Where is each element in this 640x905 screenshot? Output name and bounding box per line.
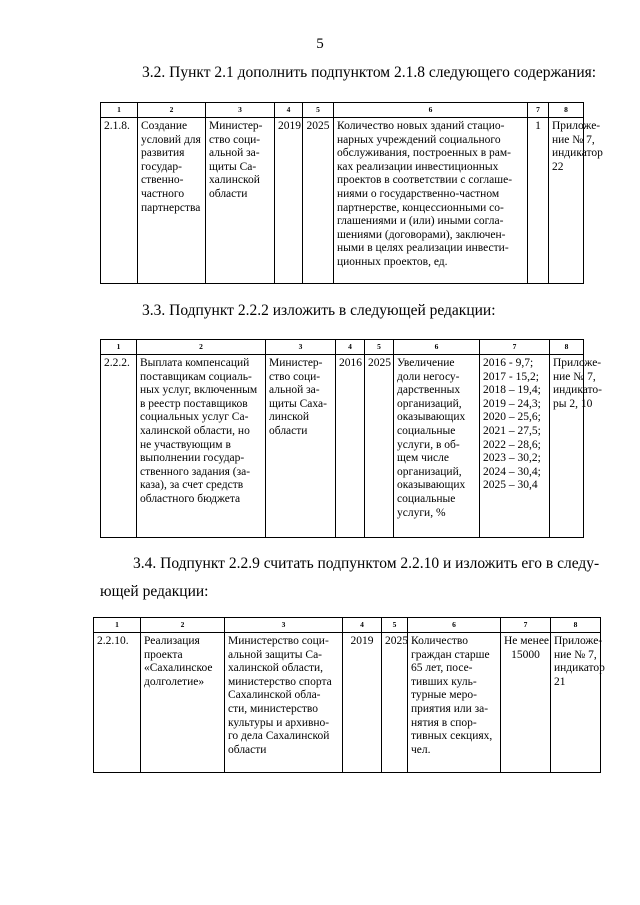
item-start-year [343,633,382,773]
table-header-row [101,103,584,118]
section-3-3-heading: 3.3. Подпункт 2.2.2 изложить в следующей редакции: [142,302,496,319]
cell-line: линской [269,411,310,424]
section-3-4-heading [100,550,605,606]
item-indicator [408,633,501,773]
cell-line: Сахалинской обла- [228,689,321,702]
item-reference [551,633,605,773]
cell-line: 2021 – 27,5; [483,424,541,437]
item-executor [206,118,275,284]
col-header: 6 [408,618,501,633]
cell-line: в реестр поставщиков [140,397,248,410]
cell-line: 2.1.8. [104,120,130,132]
cell-line: частного [141,187,185,200]
cell-line: Количество [411,635,468,647]
cell-line: области [209,187,248,200]
table-3-4 [93,617,605,773]
col-header: 5 [365,340,394,355]
cell-line: организаций, [397,465,462,478]
cell-line: ках реализации инвестиционных [337,160,499,173]
col-header: 8 [550,340,584,355]
item-indicator [334,118,528,284]
table-3-3 [100,339,602,538]
col-header: 2 [138,103,206,118]
cell-line: 2025 – 30,4 [483,479,538,492]
item-end-year [303,118,334,284]
cell-line: Министер- [209,120,263,132]
cell-line: государ- [141,160,182,173]
cell-line: 2025 [368,357,391,369]
cell-line: щем числе [397,452,449,465]
col-header: 4 [275,103,303,118]
heading-line: ющей редакции: [100,583,209,600]
item-end-year [365,355,394,538]
cell-line: ство соци- [209,133,261,146]
item-number [101,118,138,284]
cell-line: 2017 - 15,2; [483,370,539,383]
cell-line: министерство спорта [228,675,332,688]
cell-line: культуры и архивно- [228,716,330,729]
cell-line: индикатор [552,147,603,160]
col-header: 4 [343,618,382,633]
cell-line: ственно- [141,174,184,187]
table-row [101,355,584,538]
cell-line: ние № 7, [554,648,597,661]
cell-line: ство соци- [269,370,321,383]
cell-line: 2.2.2. [104,357,130,369]
cell-line: доли негосу- [397,370,460,383]
col-header: 4 [336,340,365,355]
cell-line: щиты Са- [209,160,257,173]
col-header: 1 [101,340,137,355]
cell-line: развития [141,147,185,160]
item-start-year [275,118,303,284]
col-header: 7 [480,340,550,355]
cell-line: ние № 7, [552,133,595,146]
cell-line: организаций, [397,397,462,410]
cell-line: 2019 [278,120,301,132]
cell-line: 2016 [339,357,362,369]
cell-line: ры 2, 10 [553,397,593,410]
col-header: 5 [382,618,408,633]
cell-line: услуги, в об- [397,438,460,451]
cell-line: Министерство соци- [228,635,329,647]
cell-line: партнерстве, концессионными со- [337,201,504,214]
cell-line: социальные [397,424,456,437]
cell-line: социальные [397,492,456,505]
cell-line: 2025 [385,635,408,647]
cell-line: не участвующим в [140,438,231,451]
cell-line: 65 лет, посе- [411,662,473,675]
cell-line: тивных секциях, [411,730,493,743]
cell-line: Количество новых зданий стацио- [337,120,505,132]
cell-line: оказывающих [397,411,466,424]
cell-line: социальных услуг Са- [140,411,249,424]
cell-line: сти, министерство [228,702,318,715]
col-header: 2 [137,340,266,355]
cell-line: 15000 [511,648,540,661]
table-row [101,118,584,284]
table-3-2 [100,102,603,284]
cell-line: Приложе- [552,120,601,132]
col-header: 3 [206,103,275,118]
item-start-year [336,355,365,538]
item-number [101,355,137,538]
table-header-row [101,340,584,355]
item-indicator [394,355,480,538]
cell-line: халинской области, но [140,424,250,437]
table-row [94,633,601,773]
cell-line: ственного задания (за- [140,465,251,478]
cell-line: обслуживания, построенных в рам- [337,147,512,160]
col-header: 8 [549,103,584,118]
cell-line: области [269,424,308,437]
item-executor [225,633,343,773]
cell-line: турные меро- [411,689,477,702]
cell-line: 2025 [306,120,330,132]
col-header: 8 [551,618,601,633]
cell-line: проектов в соответствии с соглаше- [337,174,513,187]
cell-line: проекта [144,648,183,661]
cell-line: Министер- [269,357,323,369]
col-header: 6 [334,103,528,118]
cell-line: глашениями и (или) иными согла- [337,215,504,228]
cell-line: нятия в спор- [411,716,477,729]
cell-line: ние № 7, [553,370,596,383]
cell-line: партнерства [141,201,201,214]
cell-line: Реализация [144,635,200,647]
item-name [137,355,266,538]
cell-line: 2023 – 30,2; [483,452,541,465]
cell-line: 2020 – 25,6; [483,411,541,424]
cell-line: 1 [535,120,541,132]
cell-line: го дела Сахалинской [228,730,330,743]
cell-line: 2016 - 9,7; [483,357,534,369]
cell-line: поставщикам социаль- [140,370,252,383]
col-header: 6 [394,340,480,355]
item-name [141,633,225,773]
cell-line: Приложе- [553,357,602,369]
cell-line: щиты Саха- [269,397,327,410]
item-end-year [382,633,408,773]
col-header: 7 [501,618,551,633]
cell-line: 2019 [350,635,374,647]
cell-line: альной за- [269,384,320,397]
cell-line: Увеличение [397,357,455,369]
cell-line: 2024 – 30,4; [483,465,541,478]
cell-line: альной защиты Са- [228,648,323,661]
col-header: 3 [266,340,336,355]
col-header: 2 [141,618,225,633]
cell-line: нарных учреждений социального [337,133,501,146]
col-header: 5 [303,103,334,118]
cell-line: ционных проектов, ед. [337,255,448,268]
col-header: 7 [528,103,549,118]
cell-line: альной за- [209,147,260,160]
cell-line: выполнении государ- [140,452,245,465]
table-header-row [94,618,601,633]
cell-line: чел. [411,743,431,756]
cell-line: дарственных [397,384,461,397]
cell-line: областного бюджета [140,492,241,505]
cell-line: Создание [141,120,188,132]
item-value [480,355,550,538]
cell-line: приятия или за- [411,702,489,715]
cell-line: 2019 – 24,3; [483,397,541,410]
cell-line: Выплата компенсаций [140,357,250,369]
cell-line: ными в целях реализации инвести- [337,242,509,255]
cell-line: шениями (договорами), заключен- [337,228,506,241]
cell-line: халинской области, [228,662,324,675]
cell-line: 2.2.10. [97,635,129,647]
cell-line: области [228,743,267,756]
cell-line: ных услуг, включенным [140,384,258,397]
item-value [528,118,549,284]
cell-line: 2022 – 28,6; [483,438,541,451]
item-name [138,118,206,284]
cell-line: 21 [554,675,566,688]
item-value [501,633,551,773]
item-executor [266,355,336,538]
heading-line: 3.4. Подпункт 2.2.9 считать подпунктом 2.2.10 и изложить его в следу- [133,555,600,572]
cell-line: долголетие» [144,675,205,688]
cell-line: индикато- [553,384,602,397]
section-3-2-heading: 3.2. Пункт 2.1 дополнить подпунктом 2.1.8 следующего содержания: [142,64,597,81]
item-reference [549,118,603,284]
page-number: 5 [316,36,324,52]
cell-line: Не менее [504,635,550,647]
cell-line: каза), за счет средств [140,479,244,492]
cell-line: ниями о государственно-частном [337,187,500,200]
cell-line: услуги, % [397,506,446,519]
cell-line: халинской [209,174,260,187]
cell-line: 2018 – 19,4; [483,384,541,397]
cell-line: 22 [552,160,564,173]
item-reference [550,355,602,538]
cell-line: «Сахалинское [144,662,213,675]
cell-line: индикатор [554,662,605,675]
cell-line: оказывающих [397,479,466,492]
cell-line: условий для [141,133,201,146]
col-header: 1 [94,618,141,633]
cell-line: тивших куль- [411,675,477,688]
col-header: 1 [101,103,138,118]
cell-line: граждан старше [411,648,490,661]
item-number [94,633,141,773]
col-header: 3 [225,618,343,633]
cell-line: Приложе- [554,635,603,647]
